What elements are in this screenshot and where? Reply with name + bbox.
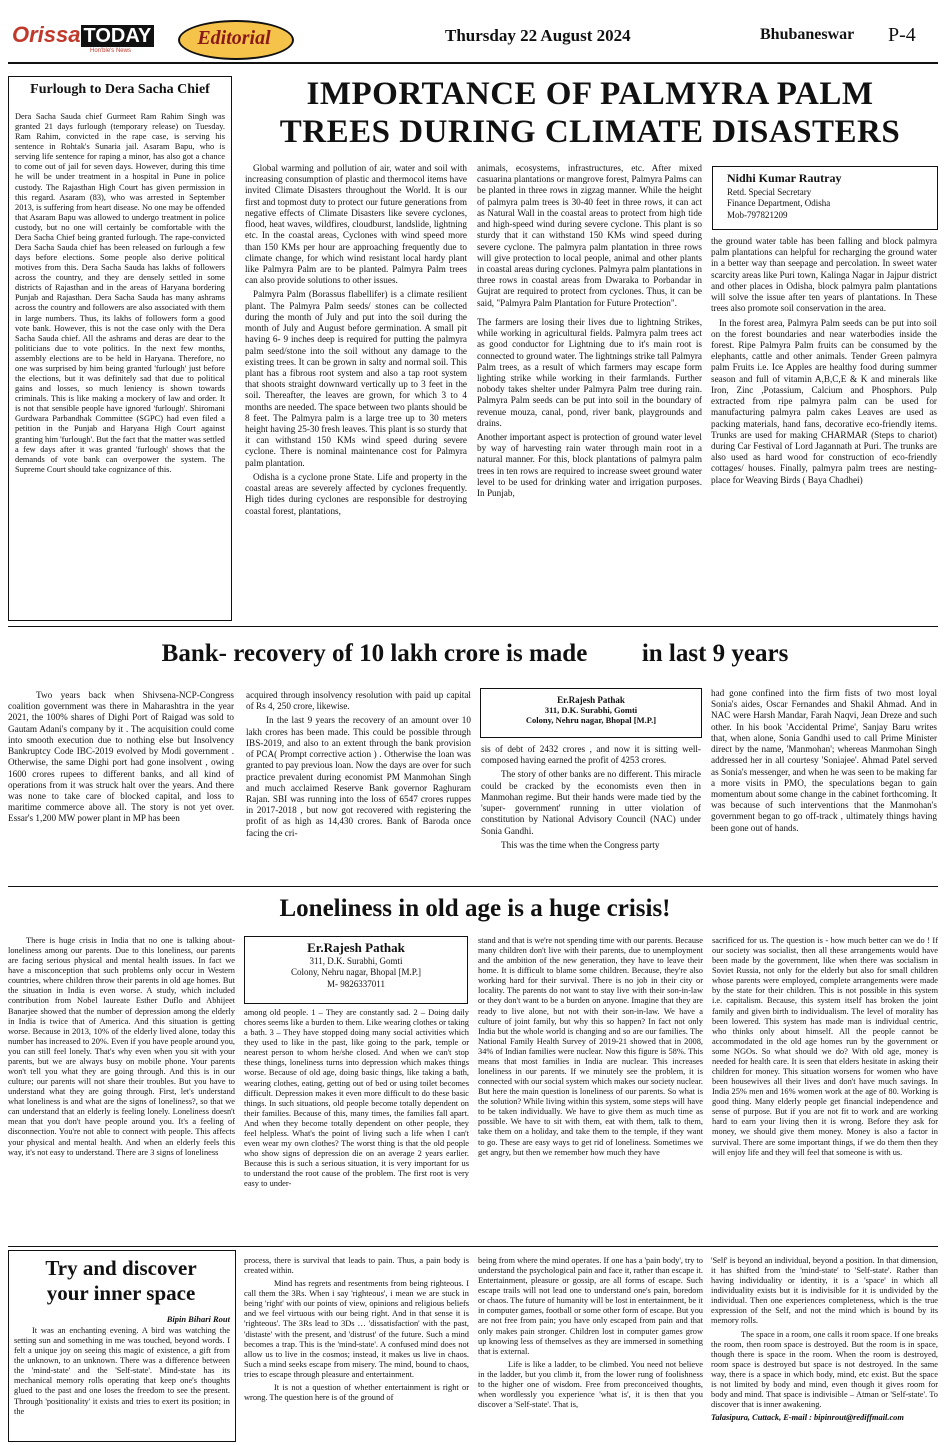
section-rule (8, 1246, 938, 1247)
lonely-author-box (244, 936, 468, 1004)
inner-p3: Mind has regrets and resentments from being righteous. I call them the 3Rs. When i say 'righteous', i mean we are stuck in being 'right' with our points of view, opinions and religious beliefs and we feel virtuous with our being right. And in that sense it is 'righteous'. The 3Rs lead to 3Ds … 'dissatisfaction' with the past, 'distaste' with the present, and 'distrust' of the future. Such a mind becomes a trap. This is the 'mind-state'. A confused mind does not allow us to live in the cosmos; instead, it makes us live in chaos. Such a mind seeks escape from misery. The mind, bound to chaos, tries to escape through pleasure and entertainment. (244, 1279, 469, 1379)
inner-p7: 'Self' is beyond an individual, beyond a position. In that dimension, it has shifted from the 'mind-state' to 'Self-state'. Rather than having individuality or identity, it is a 'space' in which all individuality exists but it is indivisible for it is undivided by the individual. Then one experiences completeness, which is the true expression of the Self, and not the mind which is bound by its memory rolls. (711, 1256, 938, 1326)
inner-p8: The space in a room, one calls it room space. If one breaks the room, then room space is destroyed. But the room is in space, though there is space in the room. When the room is destroyed, room space is destroyed but space is not destroyed. In the same way, there is a space in which body, mind, etc exist. But the space is not limited by body and mind, even though it gives room for body and mind. That space is indivisible – Atman or 'Self-state'. To discover that is inner awakening. (711, 1329, 938, 1410)
inner-p5: being from where the mind operates. If one has a 'pain body', try to understand the psychological pain and face it, rather than escape it. Entertainment, pleasure or gossip, are all forms of escape. Such escape trails will not lead one to understand one's pain, boredom or chaos. The future of humanity will be lost in entertainment, be it in computer games, football or some other form of escape. But you are not free from pain; you have only escaped from pain and that only makes pain stronger. Children lost in computer games grow up knowing less of themselves as they are immersed in something that is external. (478, 1256, 703, 1356)
bank-headline-part2: in last 9 years (641, 640, 789, 667)
lonely-author-phone: M- 9826337011 (327, 978, 385, 989)
inner-p1: It was an enchanting evening. A bird was watching the setting sun and something in me was touched, beyond words. I felt a unique joy on seeing this magic of existence, a gift from the unknown, to an unknown. There was a difference between the 'mind-state' and the 'Self-state'. Mind-state has its mechanical memory rolls operating that keep one's thoughts glued to the past and one loses the freedom to see the present. Through 'positionality' it exists and tries to exert its position; in the (14, 1326, 230, 1416)
inner-p6: Life is like a ladder, to be climbed. You need not believe in the ladder, but you climb it, from the lower rung of foolishness to the higher one of wisdom. Free from preconceived thoughts, when wordlessly you experience 'what is', it is then that you discover a 'Self-state'. That is, (478, 1359, 703, 1410)
lonely-p2: among old people. 1 – They are constantly sad. 2 – Doing daily chores seems like a burden to them. Like wearing clothes or taking a bath. 3 – They have stopped doing many social activities which they used to like in the past, like going to the park, temple or nearest person to whom he/she closed. And when we can't stop these things, loneliness turns into depression which makes things worse. Because of old age, doing basic things, like taking a bath, wearing clothes, eating, getting out of bed or using toilet becomes difficult. Depression makes it even more difficult to do these basic things. In such situations, old people become totally dependent on their families. Because of this, many times, the families fall apart. And when they become totally dependent on other people, they feel helpless. What's the point of living such a life when I can't even wear my own clothes? The worst thing is that the old people who show signs of depression die on an average 2 years earlier. Because this is such a serious situation, it is very important for us to understand the root cause of the problem. The first root is very easy to under- (244, 1008, 469, 1189)
lonely-author-name: Er.Rajesh Pathak (307, 940, 405, 955)
palmyra-p8: In the forest area, Palmyra Palm seeds can be put into soil on the forest boundaries and near waterbodies inside the forest. Ripe Palmyra Palm fruits can be consumed by the elephants, cattle and other animals. Tender Green palmyra palm Fruits i.e. Ice Apples are healthy food during summer season and full of vitamin A,B,C,E & K and minerals like Iron, Zinc ,Potassium, Calcium and Phosphors. Pulp extracted from ripe palmyra palm can be used for manufacturing palmyra palm cakes Leaves are used as packing materials, hand fans, decorative eco-friendly items. Trunks are used for making CHARMAR (Steps to chariot) during Car Festival of Lord Jagannath at Puri. The trunks are also used as hard wood for construction of eco-friendly cottages/ houses. Finally, palmyra palm trees are nesting-place for Weaving Birds ( Baya Chadhei) (711, 317, 937, 485)
palmyra-author-title: Retd. Special Secretary (727, 187, 812, 197)
edition-city: Bhubaneswar (760, 26, 855, 43)
inner-col1 (14, 1326, 230, 1438)
bank-col2 (246, 690, 471, 880)
sidebar-paragraph: Dera Sacha Sauda chief Gurmeet Ram Rahim Singh was granted 21 days furlough (temporary release) on Tuesday. Ram Rahim, convicted in the rape case, is serving his sentence in Rohtak's Sunaria jail. Asaram Bapu, who is serving life sentence for raping a minor, has also got a chance to come out of jail for seven days. However, during this time he will be under treatment in a hospital in Pune in police custody. The Rajasthan High Court has given permission in this regard. Asaram (83), who was arrested in September 2013, is suffering from heart disease. No one may be offended that Asaram Bapu was allowed to undergo treatment in police custody, but no one will certainly be comfortable with the Dera Sacha Chief being granted furlough. The rape-convicted Dera Sacha Sauda chief has been released on furlough a few days before elections. Some people also derive political motives from this. Dera Sacha Sauda has lakhs of followers across the country, and they are densely settled in some districts of Rajasthan and in the areas of Haryana bordering Punjab and Rajasthan. Dera Sacha Sauda has many ashrams across the country and followers are also associated with them in large numbers. Thus, its lakhs of followers form a good vote bank. However, this is not the case only with the Dera Sacha Sauda chief. All the ashrams and deras are dear to the politicians due to vote politics. In the next few months, assembly elections are to be held in Haryana. Therefore, no one was surprised by him being granted 'furlough' just before the elections, but it was definitely sad that due to political gains and losses, so much leniency is shown towards criminals. This is like making a mockery of law and order. It is not that sensible people have ignored 'furlough'. Shiromani Gurdwara Parbandhak Committee (SGPC) had even filed a petition in the Punjab and Haryana High Court against granting him 'furlough'. But the fact that the matter was settled a few days after it was granted 'furlough' shows that the demands of vote bank can overpower the system. The Supreme Court should take cognizance of this. (15, 112, 225, 474)
lonely-p3: stand and that is we're not spending time with our parents. Because many children don't live with their parents, due to unemployment and the ambition of the new generation, they have to leave their home. It is difficult to blame some children. Because, they're also working hard for their survival. There is no job in their city or locality. The parents do not want to stay live with their son-in-law or they don't want to be a burden on anyone. Imagine that they are ready to live alone, but not with their son-in-law. We have a culture of joint family, but why this so happen? In fact not only India but the whole world is changing and so are our families. The National Family Health Survey of 2019-21 showed that in 2008, 34% of Indian families were nuclear. Now this figure is 58%. This means that most families in India are nuclear. This increases loneliness in our parents. If we minutely see the problem, it is connected with our social system which makes our society nuclear. But here the main question is loneliness of our parents. So what is the solution? While living within this system, some steps will have to be taken individually. We have to give them as much time as possible. We have to sit with them, eat with them, talk to them, take them on a holiday, and take them to the temple, if they want to go. These are easy ways to get rid of loneliness. Sometimes we get angry, but then we remember how much they have (478, 936, 703, 1157)
inner-headline-line1: Try and discover (45, 1256, 197, 1280)
bank-author-line2: Colony, Nehru nagar, Bhopal [M.P.] (525, 715, 657, 725)
palmyra-col2 (477, 163, 702, 618)
bank-p4: sis of debt of 2432 crores , and now it is sitting well-composed having earned the profit of 4253 crores. (481, 744, 701, 766)
bank-headline-part1: Bank- recovery of 10 lakh crore is made (161, 640, 588, 667)
section-label: Editorial (197, 27, 271, 49)
inner-footer: Talasipura, Cuttack, E-mail : bipinrout@rediffmail.com (711, 1413, 904, 1423)
palmyra-p1: Global warming and pollution of air, water and soil with increasing consumption of plastic and thermocol items have invited Climate Disasters throughout the World. It is our first and topmost duty to protect our future generations from negative effects of Climate Disasters like severe cyclones, flood, heat waves, wildfires, cloudburst, landslide, lightning etc. In the coastal areas, Cyclones with wind speed more than 150 KMs per hour are approaching frequently due to climate change, for which wind resistant local hardy plant like Palmyra Palm are to be planted. Palmyra Palm trees can also provide solutions to other issues. (245, 163, 467, 286)
bank-author-name: Er.Rajesh Pathak (557, 695, 625, 705)
lonely-headline: Loneliness in old age is a huge crisis! (279, 895, 671, 922)
brand-logo: Orissa TODAY (12, 22, 154, 48)
palmyra-author-phone: Mob-797821209 (727, 209, 788, 220)
inner-headline (8, 1256, 234, 1306)
lonely-p1: There is huge crisis in India that no one is talking about-loneliness among our parents. Due to this loneliness, our parents are facing serious physical and mental health issues. In fact we have a misconception that such problems only occur in Western countries, where children throw their parents in old age homes. But the situation in India is even worse. A study, which included contribution from Nobel laureate Esther Duflo and Abhijeet Banarjee showed that the number of depression among the elderly in India is twice that of America. And this situation is getting worse. Because in 2013, 10% of the elderly lived alone, today this number has increased to 20%. Even if you have people around you, you can still feel lonely. That's why even when you sit with your parents, but we are always busy on mobile phone. Your parents won't tell you what they are going through. And this is in our culture; our parents will not share their troubles. But you have to understand what they are going through. First, let's understand what loneliness is and what are the signs of loneliness?, so that we can understand that an elderly is feeling lonely. Loneliness doesn't mean that you don't have people around you. It's a feeling of disconnection. You're not able to connect with people. This affects your physical and mental health. And when an elderly feels this way, it's not easy to understand. There are 3 signs of loneliness (8, 936, 235, 1157)
palmyra-headline (240, 76, 940, 152)
lonely-col2 (244, 1008, 469, 1242)
palmyra-author-dept: Finance Department, Odisha (727, 198, 831, 209)
lonely-author-line2: Colony, Nehru nagar, Bhopal [M.P.] (290, 967, 422, 978)
palmyra-headline-line2: TREES DURING CLIMATE DISASTERS (279, 113, 901, 150)
bank-headline (10, 640, 940, 668)
section-rule (8, 886, 938, 887)
issue-date: Thursday 22 August 2024 (445, 26, 631, 45)
palmyra-p2: Palmyra Palm (Borassus flabellifer) is a climate resilient plant. The Palmyra Palm seeds/ stones can be collected during the month of July and put into the soil during the month of July and August before germination. A small pit having 6- 9 inches deep is required for putting the palmyra palm seed/stone into the soil without any damage to the existing trees. It can be grown in salty and normal soil. This plant has a fibrous root system and also a tap root system that shoots straight downward vertically up to 3 feet in the soil. Thereafter, the leaves are grown, for which 3 to 4 months are needed. The space between two plants should be 8 feet. The Palmyra palm is a large tree up to 30 meters height having 25-30 fresh leaves. This plant is so sturdy that it can withstand 150 KMs wind speed during severe cyclone. There is nominal maintenance cost for Palmyra palm plantation. (245, 289, 467, 468)
lonely-col4 (712, 936, 938, 1242)
inner-byline: Bipin Bihari Rout (166, 1314, 230, 1324)
lonely-p4: sacrificed for us. The question is - how much better can we do ! If our society was socialist, then all these arrangements would have been made by the government, like when there was socialism in Soviet Russia, not only for the elderly but also for small children whose parents were employed, complete arrangements were made by the state for their children. This is not possible in this system i.e. capitalism. Because, this system itself has broken the joint family and given birth to individualism. The level of morality has been lowered. This system has made man is individual centric, who thinks only about himself. All the people cannot be accommodated in the old age homes run by the government or some NGOs. So what should we do? With old age, money is needed for health care. It is seen that elders hesitate in asking their children for money. This situation worsens for women who have been housewives all their lives and don't have much savings. In India 25% men and 16% women work at the age of 80. Working is good thing. Many elderly people get financial independence and sense of purpose. But if you are not fit to work and are working hard to earn your living then it is wrong. Before they ask for money, we should give them money. Money is also a factor in survival. There are some important things, if we do them then they will enjoy life and they will feel that someone is with us. (712, 936, 938, 1157)
lonely-col1 (8, 936, 235, 1242)
bank-p7: had gone confined into the firm fists of two most loyal Sonia's aides, Oscar Fernandes and Shakil Ahmad. And in NAC were Harsh Mandar, Farah Naqvi, Jean Dreze and such other. In his book 'Accidental Prime', Sanjay Baru writes that, when alone, Sonia Gandhi used to call Prime Minister direct by the name, 'Manmohan'; whereas Manmohan Singh addressed her in all courtesy 'Soniajee'. Ahmad Patel served as Sonia's messenger, and when he was seen to be making far a more visits in PMO, the speculations began to gain momentum about some change in the cabinet forthcoming. It was because of such interventions that the Manmohan's government began to go off-track , ultimately things having been gone out of hands. (711, 688, 937, 833)
inner-col3 (478, 1256, 703, 1440)
bank-author-line1: 311, D.K. Surabhi, Gomti (544, 705, 638, 715)
header-rule (8, 62, 938, 64)
bank-col3 (481, 744, 701, 880)
palmyra-headline-line1: IMPORTANCE OF PALMYRA PALM (306, 76, 874, 112)
sidebar-title: Furlough to Dera Sacha Chief (30, 82, 210, 97)
palmyra-col1 (245, 163, 467, 618)
palmyra-p7: the ground water table has been falling and block palmyra palm plantations can helpful for recharging the ground water in a better way than seepage and percolation. In sweet water scarcity areas like Puri town, Kalinga Nagar in Jajpur district and other places in Odisha, block palmyra palm plantations will solve the issue after ten years of plantations. In These trees also promote soil conservation in the area. (711, 236, 937, 314)
inner-p4: It is not a question of whether entertainment is right or wrong. The question here is of the ground of (244, 1382, 469, 1403)
bank-p2: acquired through insolvency resolution with paid up capital of Rs 4, 250 crore, likewise. (246, 690, 471, 712)
palmyra-p6: Another important aspect is protection of ground water level by way of harvesting rain water through main root in a natural manner. For this, block plantations of palmyra palm trees in ten rows are required to increase sweet ground water level to be used for drinking water and irrigation purposes. In Punjab, (477, 432, 702, 499)
sidebar-body (15, 112, 225, 617)
inner-col2 (244, 1256, 469, 1440)
bank-col4 (711, 688, 937, 880)
palmyra-p4: animals, ecosystems, infrastructures, etc. After mixed casuarina plantations or mangrove forest, Palmyra Palms can be planted in three rows in zigzag manner. While the height of palmyra palm trees is 30-40 feet in three rows, it can act as Natural Wall in the coastal areas to protect from high tide and high-speed wind during severe cyclone. This plant is so sturdy that it can withstand 150 KMs wind speed during severe cyclone. The palmyra palm plantation in three rows will give protection to local people, animal and other plants in coastal areas during cyclones. Palmyra palm plantations in three rows in coastal areas from Dwaraka to Porbandar in Gujrat are required to protect from cyclones. Thus, it can be said, "Palmyra Palm Plantation for Future Protection". (477, 163, 702, 308)
section-rule (8, 626, 938, 627)
inner-col4 (711, 1256, 938, 1440)
bank-col1 (8, 690, 234, 880)
bank-p5: The story of other banks are no different. This miracle could be cracked by the economists even then in Manmohan regime. But their hands were made tied by the 'super- government' running in utter violation of constitution by National Advisory Council (NAC) under Sonia Gandhi. (481, 769, 701, 836)
bank-p3: In the last 9 years the recovery of an amount over 10 lakh crores has been made. This could be possible through IBS-2019, and also to an extent through the bank provision of PCA( Prompt corrective action ) . Otherwise the loan was granted to pay previous loan. Now the days are over for such practice prevalent during economist PM Manmohan Singh and much acclaimed Reserve Bank governor Raghuram Rajan. SBI was running into the loss of 6547 crores ruppes in 2017-2018 , but now got recovered with registering the profit of as high as 14,430 crores. Bank of Baroda once facing the cri- (246, 715, 471, 838)
bank-author-box (480, 688, 702, 738)
palmyra-p3: Odisha is a cyclone prone State. Life and property in the coastal areas are severely affected by cyclones frequently. High tides during cyclones are responsible for destroying coastal forest, plantations, (245, 471, 467, 516)
inner-headline-line2: your inner space (46, 1281, 196, 1306)
palmyra-author-box (712, 166, 938, 230)
lonely-col3 (478, 936, 703, 1242)
bank-p6: This was the time when the Congress party (501, 839, 660, 850)
inner-p2: process, there is survival that leads to pain. Thus, a pain body is created within. (244, 1256, 469, 1276)
palmyra-author-name: Nidhi Kumar Rautray (727, 171, 842, 185)
palmyra-col3 (711, 236, 937, 620)
bank-p1: Two years back when Shivsena-NCP-Congress coalition government was there in Maharashtra in the year 2021, the 100% shares of Dighi Port of Raigad was sold to Gautam Adani's company by it . The acquisition could come into smooth execution due to nothing else but Insolvency Bankruptcy Code IBC-2019 evolved by Modi government . Otherwise, the same Dighi port had gone insolvent , owing 1600 crores rupees to different banks, and all kind of operations from it was struck halt over the years. And there was none to take care of blocked capital, and loss to maritime commerce above all. The story is not yet over. Essar's 1,200 MW power plant in MP has been (8, 690, 234, 824)
page-number: P-4 (888, 24, 916, 46)
lonely-author-line1: 311, D.K. Surabhi, Gomti (309, 956, 403, 966)
palmyra-p5: The farmers are losing their lives due to lightning Strikes, while working in agricultural fields. Palmyra palm trees act as good conductor for Lightning due to it's main root is connected to ground water. The lightnings strike tall Palmyra Palm trees, as a result of which farmers may escape form lighting strike while working in their farmlands. Further nobody takes shelter under Palmyra Palm tree during rain. Palmyra Palm seeds can be put into soil in the boundary of revenue mouza, canal, pond, river bank, playgrounds and drains. (477, 316, 702, 428)
brand-tagline: Hon'ble's News (90, 48, 131, 54)
